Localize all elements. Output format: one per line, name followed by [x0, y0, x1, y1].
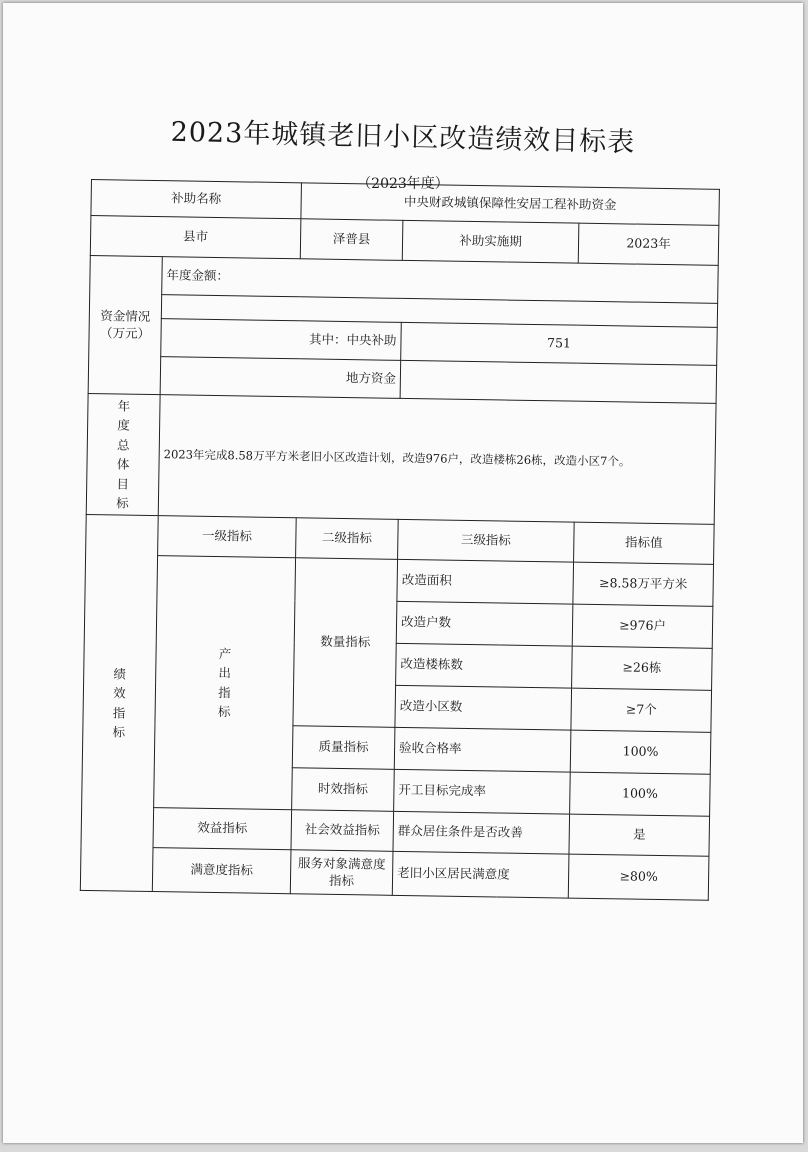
- page-title: 2023年城镇老旧小区改造绩效目标表: [170, 116, 636, 159]
- local-funds-value: [400, 360, 717, 403]
- social-benefit-label: 社会效益指标: [291, 810, 394, 852]
- indicator-name: 改造面积: [397, 560, 574, 605]
- indicator-name: 改造户数: [396, 602, 573, 647]
- header-level1: 一级指标: [158, 516, 297, 558]
- county-label: 县市: [90, 216, 301, 259]
- indicator-value: ≥7个: [571, 688, 712, 732]
- document-page: [3, 3, 803, 1143]
- county-value: 泽普县: [300, 219, 403, 261]
- indicator-name: 开工目标完成率: [394, 770, 571, 815]
- local-funds-label: 地方资金: [160, 357, 401, 399]
- indicator-name: 改造小区数: [395, 686, 572, 731]
- header-level2: 二级指标: [296, 518, 399, 560]
- indicator-section-label: 绩效指标: [112, 666, 127, 740]
- goal-text: 2023年完成8.58万平方米老旧小区改造计划，改造976户，改造楼栋26栋，改造小区7个。: [158, 395, 716, 525]
- central-subsidy-label: 其中：中央补助: [161, 319, 402, 361]
- period-label: 补助实施期: [402, 220, 579, 263]
- quality-indicator-label: 质量指标: [292, 726, 395, 770]
- subsidy-name-label: 补助名称: [91, 180, 302, 219]
- indicator-name: 改造楼栋数: [396, 644, 573, 689]
- indicator-value: 100%: [570, 730, 711, 774]
- service-satisfaction-label: 服务对象满意度指标: [290, 850, 393, 896]
- subsidy-name-value: 中央财政城镇保障性安居工程补助资金: [301, 183, 720, 226]
- indicator-name: 群众居住条件是否改善: [393, 812, 570, 855]
- header-level3: 三级指标: [398, 520, 575, 563]
- header-value: 指标值: [574, 522, 715, 564]
- benefit-indicator-label: 效益指标: [153, 808, 292, 850]
- indicator-value: ≥8.58万平方米: [573, 562, 714, 606]
- performance-table: [80, 179, 719, 901]
- indicator-value: ≥80%: [568, 854, 709, 900]
- goal-section-label: 年度总体目标: [116, 398, 131, 511]
- indicator-value: ≥26栋: [572, 646, 713, 690]
- annual-amount-label: 年度金额：: [162, 257, 719, 304]
- year-label: （2023年度）: [357, 176, 449, 192]
- output-indicator-label: 产出指标: [217, 646, 232, 720]
- indicator-value: ≥976户: [572, 604, 713, 648]
- period-value: 2023年: [578, 223, 719, 265]
- funds-section-label: 资金情况（万元）: [88, 255, 162, 394]
- indicator-name: 老旧小区居民满意度: [392, 852, 569, 899]
- central-subsidy-value: 751: [401, 322, 718, 365]
- quantity-indicator-label: 数量指标: [293, 558, 398, 728]
- indicator-value: 100%: [570, 772, 711, 816]
- satisfaction-indicator-label: 满意度指标: [152, 848, 291, 894]
- indicator-value: 是: [569, 814, 710, 856]
- indicator-name: 验收合格率: [394, 728, 571, 773]
- timeliness-indicator-label: 时效指标: [292, 768, 395, 812]
